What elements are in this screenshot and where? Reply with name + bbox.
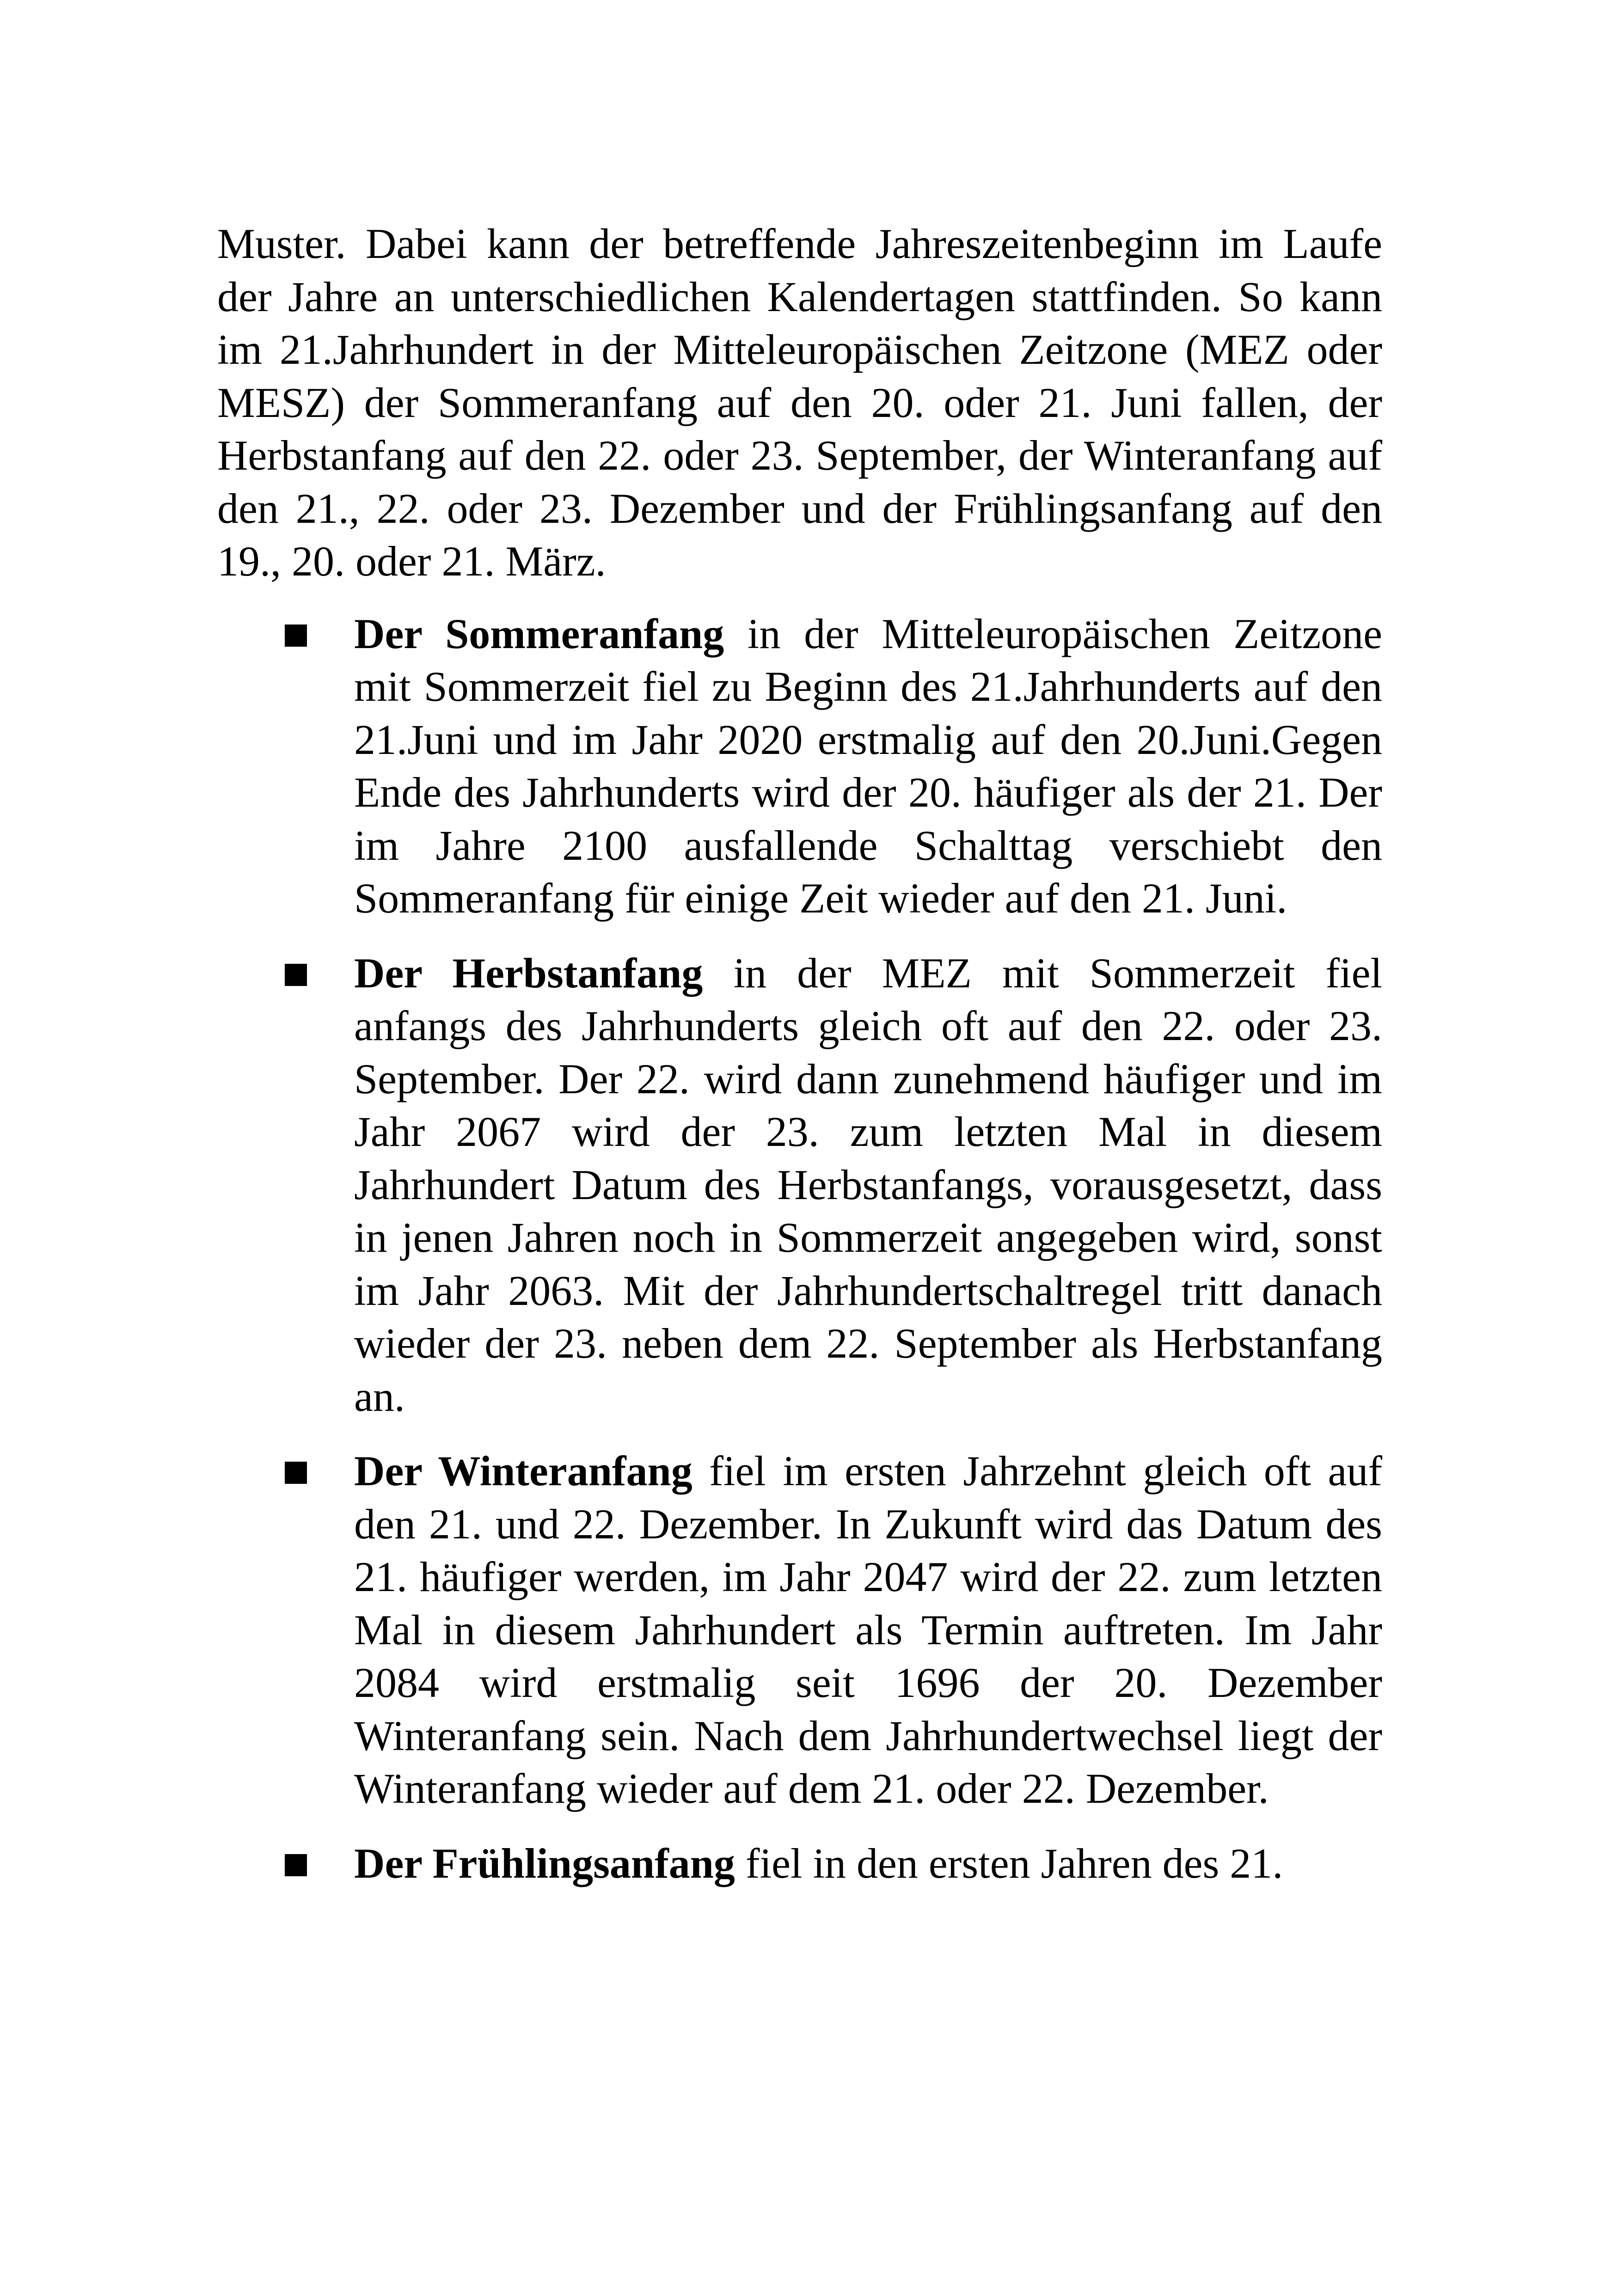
intro-paragraph: Muster. Dabei kann der betreffende Jahreszeitenbeginn im Laufe der Jahre an unterschiedlichen Kalendertagen stattfinden. So kann im 21.Jahrhundert in der Mitteleuropäischen Zeitzone (MEZ oder MESZ) der Sommeranfang auf den 20. oder 21. Juni fallen, der Herbstanfang auf den 22. oder 23. September, der Winteranfang auf den 21., 22. oder 23. Dezember und der Frühlingsanfang auf den 19., 20. oder 21. März. <box>217 220 1382 585</box>
list-item-text: in der Mitteleuropäischen Zeitzone mit Sommerzeit fiel zu Beginn des 21.Jahrhunderts auf den 21.Juni und im Jahr 2020 erstmalig auf den 20.Juni.Gegen Ende des Jahrhunderts wird der 20. häufiger als der 21. Der im Jahre 2100 ausfallende Schalttag verschiebt den Sommeranfang für einige Zeit wieder auf den 21. Juni. <box>354 610 1382 922</box>
square-bullet-icon <box>285 1854 307 1876</box>
page-content <box>217 217 1382 1911</box>
season-start-list <box>217 607 1382 1890</box>
list-item-text: in der MEZ mit Sommerzeit fiel anfangs des Jahrhunderts gleich oft auf den 22. oder 23. September. Der 22. wird dann zunehmend häufiger und im Jahr 2067 wird der 23. zum letzten Mal in diesem Jahrhundert Datum des Herbstanfangs, vorausgesetzt, dass in jenen Jahren noch in Sommerzeit angegeben wird, sonst im Jahr 2063. Mit der Jahrhundertschaltregel tritt danach wieder der 23. neben dem 22. September als Herbstanfang an. <box>354 949 1382 1420</box>
list-item-term: Der Herbstanfang <box>354 949 703 997</box>
list-item-sommeranfang <box>217 607 1382 925</box>
list-item-term: Der Winteranfang <box>354 1447 693 1494</box>
list-item-term: Der Frühlingsanfang <box>354 1839 735 1887</box>
list-item-text: fiel in den ersten Jahren des 21. <box>735 1839 1283 1887</box>
list-item-fruehlingsanfang <box>217 1837 1382 1890</box>
list-item-term: Der Sommeranfang <box>354 610 724 657</box>
list-item-herbstanfang <box>217 947 1382 1423</box>
square-bullet-icon <box>285 625 307 647</box>
square-bullet-icon <box>285 964 307 986</box>
square-bullet-icon <box>285 1462 307 1484</box>
list-item-text: fiel im ersten Jahrzehnt gleich oft auf den 21. und 22. Dezember. In Zukunft wird das Datum des 21. häufiger werden, im Jahr 2047 wird der 22. zum letzten Mal in diesem Jahrhundert als Termin auftreten. Im Jahr 2084 wird erstmalig seit 1696 der 20. Dezember Winteranfang sein. Nach dem Jahrhundertwechsel liegt der Winteranfang wieder auf dem 21. oder 22. Dezember. <box>354 1447 1382 1812</box>
list-item-winteranfang <box>217 1445 1382 1815</box>
